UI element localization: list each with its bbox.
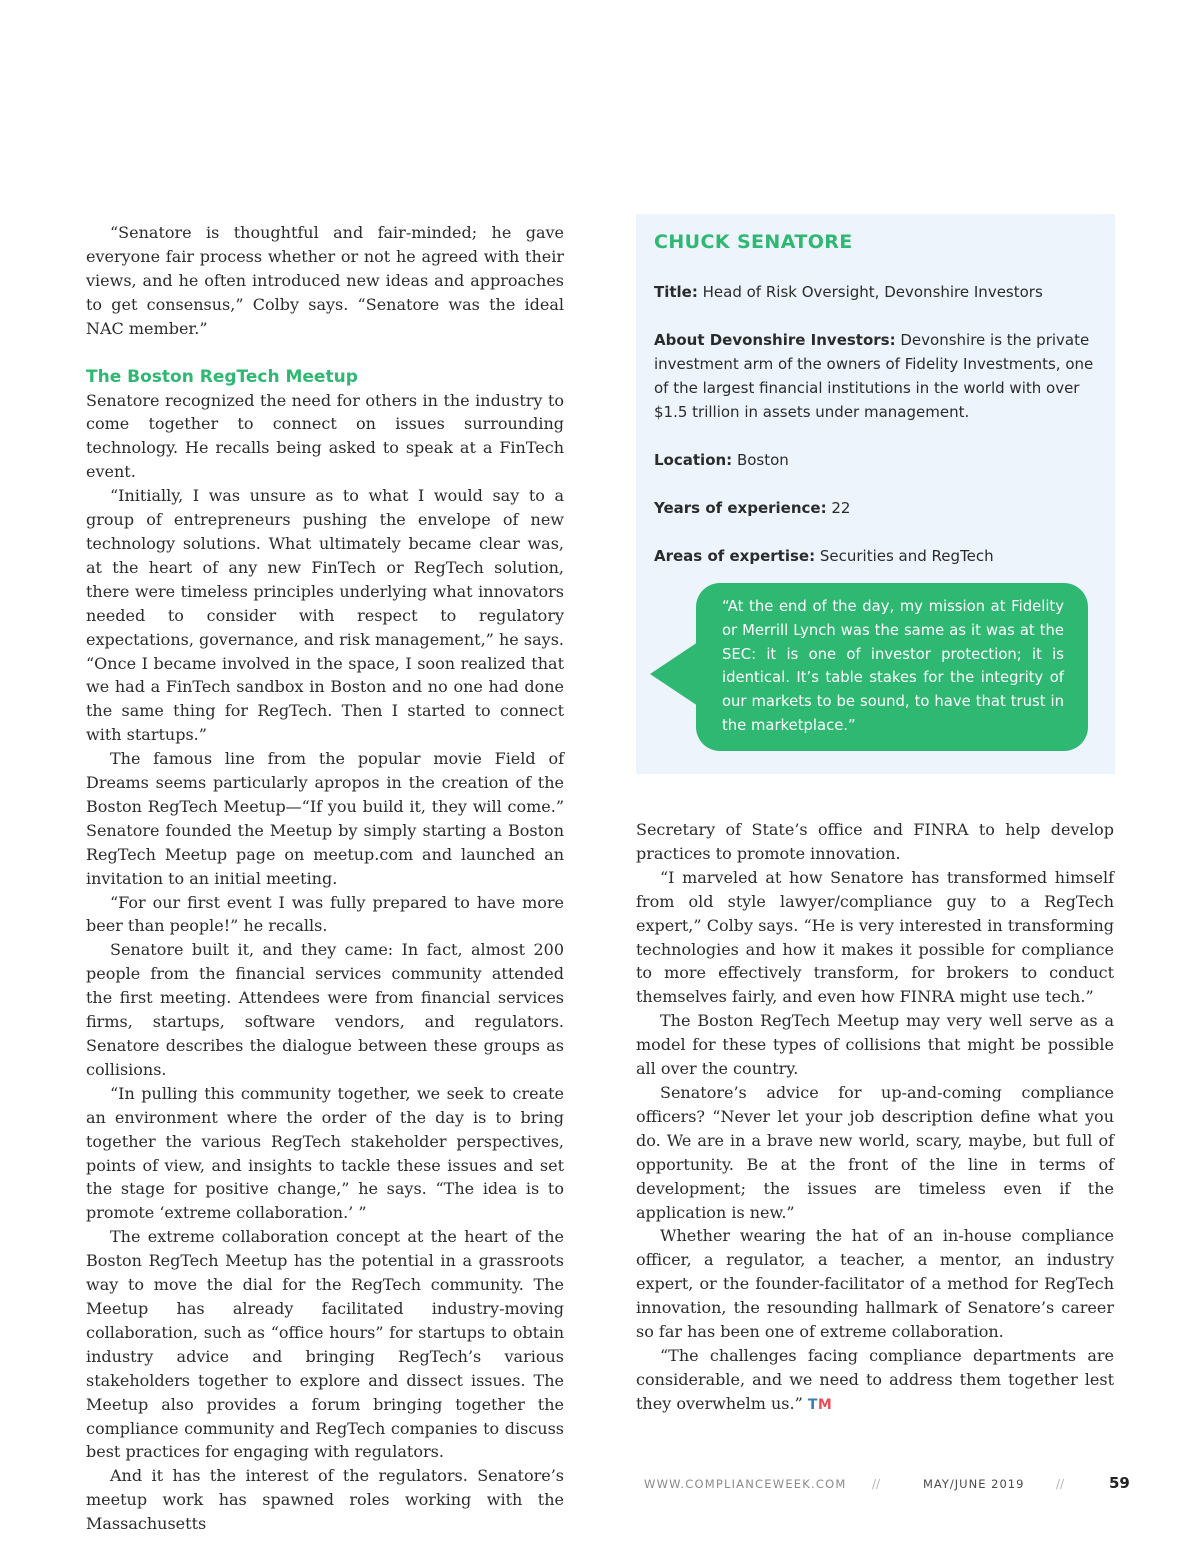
- profile-location-value: Boston: [736, 451, 789, 469]
- profile-location-label: Location:: [654, 451, 733, 469]
- paragraph: “Senatore is thoughtful and fair-minded; he gave everyone fair process whether or not he agreed with their views, and he often introduced new ideas and approaches to get consensus,” Colby says. “Senatore was the ideal NAC member.”: [86, 223, 564, 338]
- paragraph: And it has the interest of the regulators. Senatore’s meetup work has spawned roles working with the Massachusetts: [86, 1466, 564, 1534]
- profile-title-label: Title:: [654, 283, 698, 301]
- paragraph: The famous line from the popular movie Field of Dreams seems particularly apropos in the creation of the Boston RegTech Meetup—“If you build it, they will come.” Senatore founded the Meetup by simply starting a Boston RegTech Meetup page on meetup.com and launched an invitation to an initial meeting.: [86, 749, 564, 888]
- profile-title-value: Head of Risk Oversight, Devonshire Investors: [702, 283, 1043, 301]
- footer-separator: //: [1056, 1477, 1065, 1491]
- paragraph: Whether wearing the hat of an in-house compliance officer, a regulator, a teacher, a mentor, an industry expert, or the founder-facilitator of a method for RegTech innovation, the resounding hallmark of Senatore’s career so far has been one of extreme collaboration.: [636, 1226, 1114, 1342]
- paragraph: Senatore built it, and they came: In fact, almost 200 people from the financial services community attended the first meeting. Attendees were from financial services firms, startups, software vendors, and regulators. Senatore describes the dialogue between these groups as collisions.: [86, 940, 564, 1079]
- paragraph: Senatore recognized the need for others in the industry to come together to connect on issues surrounding technology. He recalls being asked to speak at a FinTech event.: [86, 390, 564, 482]
- paragraph: “I marveled at how Senatore has transformed himself from old style lawyer/compliance guy to a RegTech expert,” Colby says. “He is very interested in transforming technologies and how it makes it possible for compliance to more effectively transform, for brokers to conduct themselves fairly, and even how FINRA might use tech.”: [636, 867, 1114, 1007]
- pull-quote-bubble: “At the end of the day, my mission at Fidelity or Merrill Lynch was the same as it was at the SEC: it is one of investor protection; it is identical. It’s table stakes for the integrity of our markets to be sound, to have that trust in the marketplace.”: [696, 583, 1088, 751]
- paragraph: The extreme collaboration concept at the heart of the Boston RegTech Meetup has the potential in a grassroots way to move the dial for the RegTech community. The Meetup has already facilitated industry-moving collaboration, such as “office hours” for startups to obtain industry advice and bringing RegTech’s various stakeholders together to explore and dissect issues. The Meetup also provides a forum bringing together the compliance community and RegTech companies to discuss best practices for engaging with regulators.: [86, 1227, 564, 1462]
- paragraph-last: [636, 1344, 1114, 1418]
- footer-url[interactable]: WWW.COMPLIANCEWEEK.COM: [644, 1477, 847, 1491]
- paragraph: Senatore’s advice for up-and-coming compliance officers? “Never let your job description define what you do. We are in a brave new world, scary, maybe, but full of opportunity. Be at the front of the line in terms of development; the issues are timeless even if the application is new.”: [636, 1082, 1114, 1222]
- profile-areas-row: [654, 544, 1097, 568]
- section-heading: The Boston RegTech Meetup: [86, 366, 358, 387]
- profile-areas-label: Areas of expertise:: [654, 547, 816, 565]
- profile-areas-value: Securities and RegTech: [819, 547, 994, 565]
- profile-about-label: About Devonshire Investors:: [654, 331, 896, 349]
- paragraph-text: “The challenges facing compliance departments are considerable, and we need to address them together lest they overwhelm us.”: [636, 1345, 1114, 1413]
- profile-about-value: Devonshire is the private investment arm of the owners of Fidelity Investments, one of the largest financial institutions in the world with over $1.5 trillion in assets under management.: [654, 331, 1094, 421]
- paragraph: “In pulling this community together, we seek to create an environment where the order of the day is to bring together the various RegTech stakeholder perspectives, points of view, and insights to tackle these issues and set the stage for positive change,” he says. “The idea is to promote ‘extreme collaboration.’ ”: [86, 1083, 564, 1223]
- profile-years-value: 22: [831, 499, 851, 517]
- speech-bubble-tail: [650, 642, 698, 706]
- paragraph: “Initially, I was unsure as to what I would say to a group of entrepreneurs pushing the envelope of new technology solutions. What ultimately became clear was, at the heart of any new FinTech or RegTech solution, there were timeless principles underlying what innovators needed to consider with respect to regulatory expectations, governance, and risk management,” he says. “Once I became involved in the space, I soon realized that we had a FinTech sandbox in Boston and no one had done the same thing for RegTech. Then I started to connect with startups.”: [86, 486, 564, 745]
- end-mark-t: T: [807, 1396, 818, 1413]
- page-footer: [640, 1474, 1130, 1494]
- left-article-column: [86, 221, 564, 1536]
- end-mark-logo: [808, 1397, 833, 1413]
- profile-name: CHUCK SENATORE: [654, 231, 853, 253]
- profile-about-row: [654, 328, 1097, 424]
- profile-title-row: [654, 280, 1097, 304]
- end-mark-m: M: [817, 1396, 833, 1413]
- profile-location-row: [654, 448, 1097, 472]
- paragraph: Secretary of State’s office and FINRA to help develop practices to promote innovation.: [636, 820, 1114, 863]
- profile-years-label: Years of experience:: [654, 499, 827, 517]
- page-number: 59: [1109, 1474, 1130, 1492]
- profile-years-row: [654, 496, 1097, 520]
- footer-issue-date: MAY/JUNE 2019: [923, 1477, 1025, 1491]
- footer-separator: //: [872, 1477, 881, 1491]
- right-article-column: [636, 818, 1114, 1418]
- paragraph: “For our first event I was fully prepared to have more beer than people!” he recalls.: [86, 892, 564, 936]
- paragraph: The Boston RegTech Meetup may very well serve as a model for these types of collisions that might be possible all over the country.: [636, 1011, 1114, 1079]
